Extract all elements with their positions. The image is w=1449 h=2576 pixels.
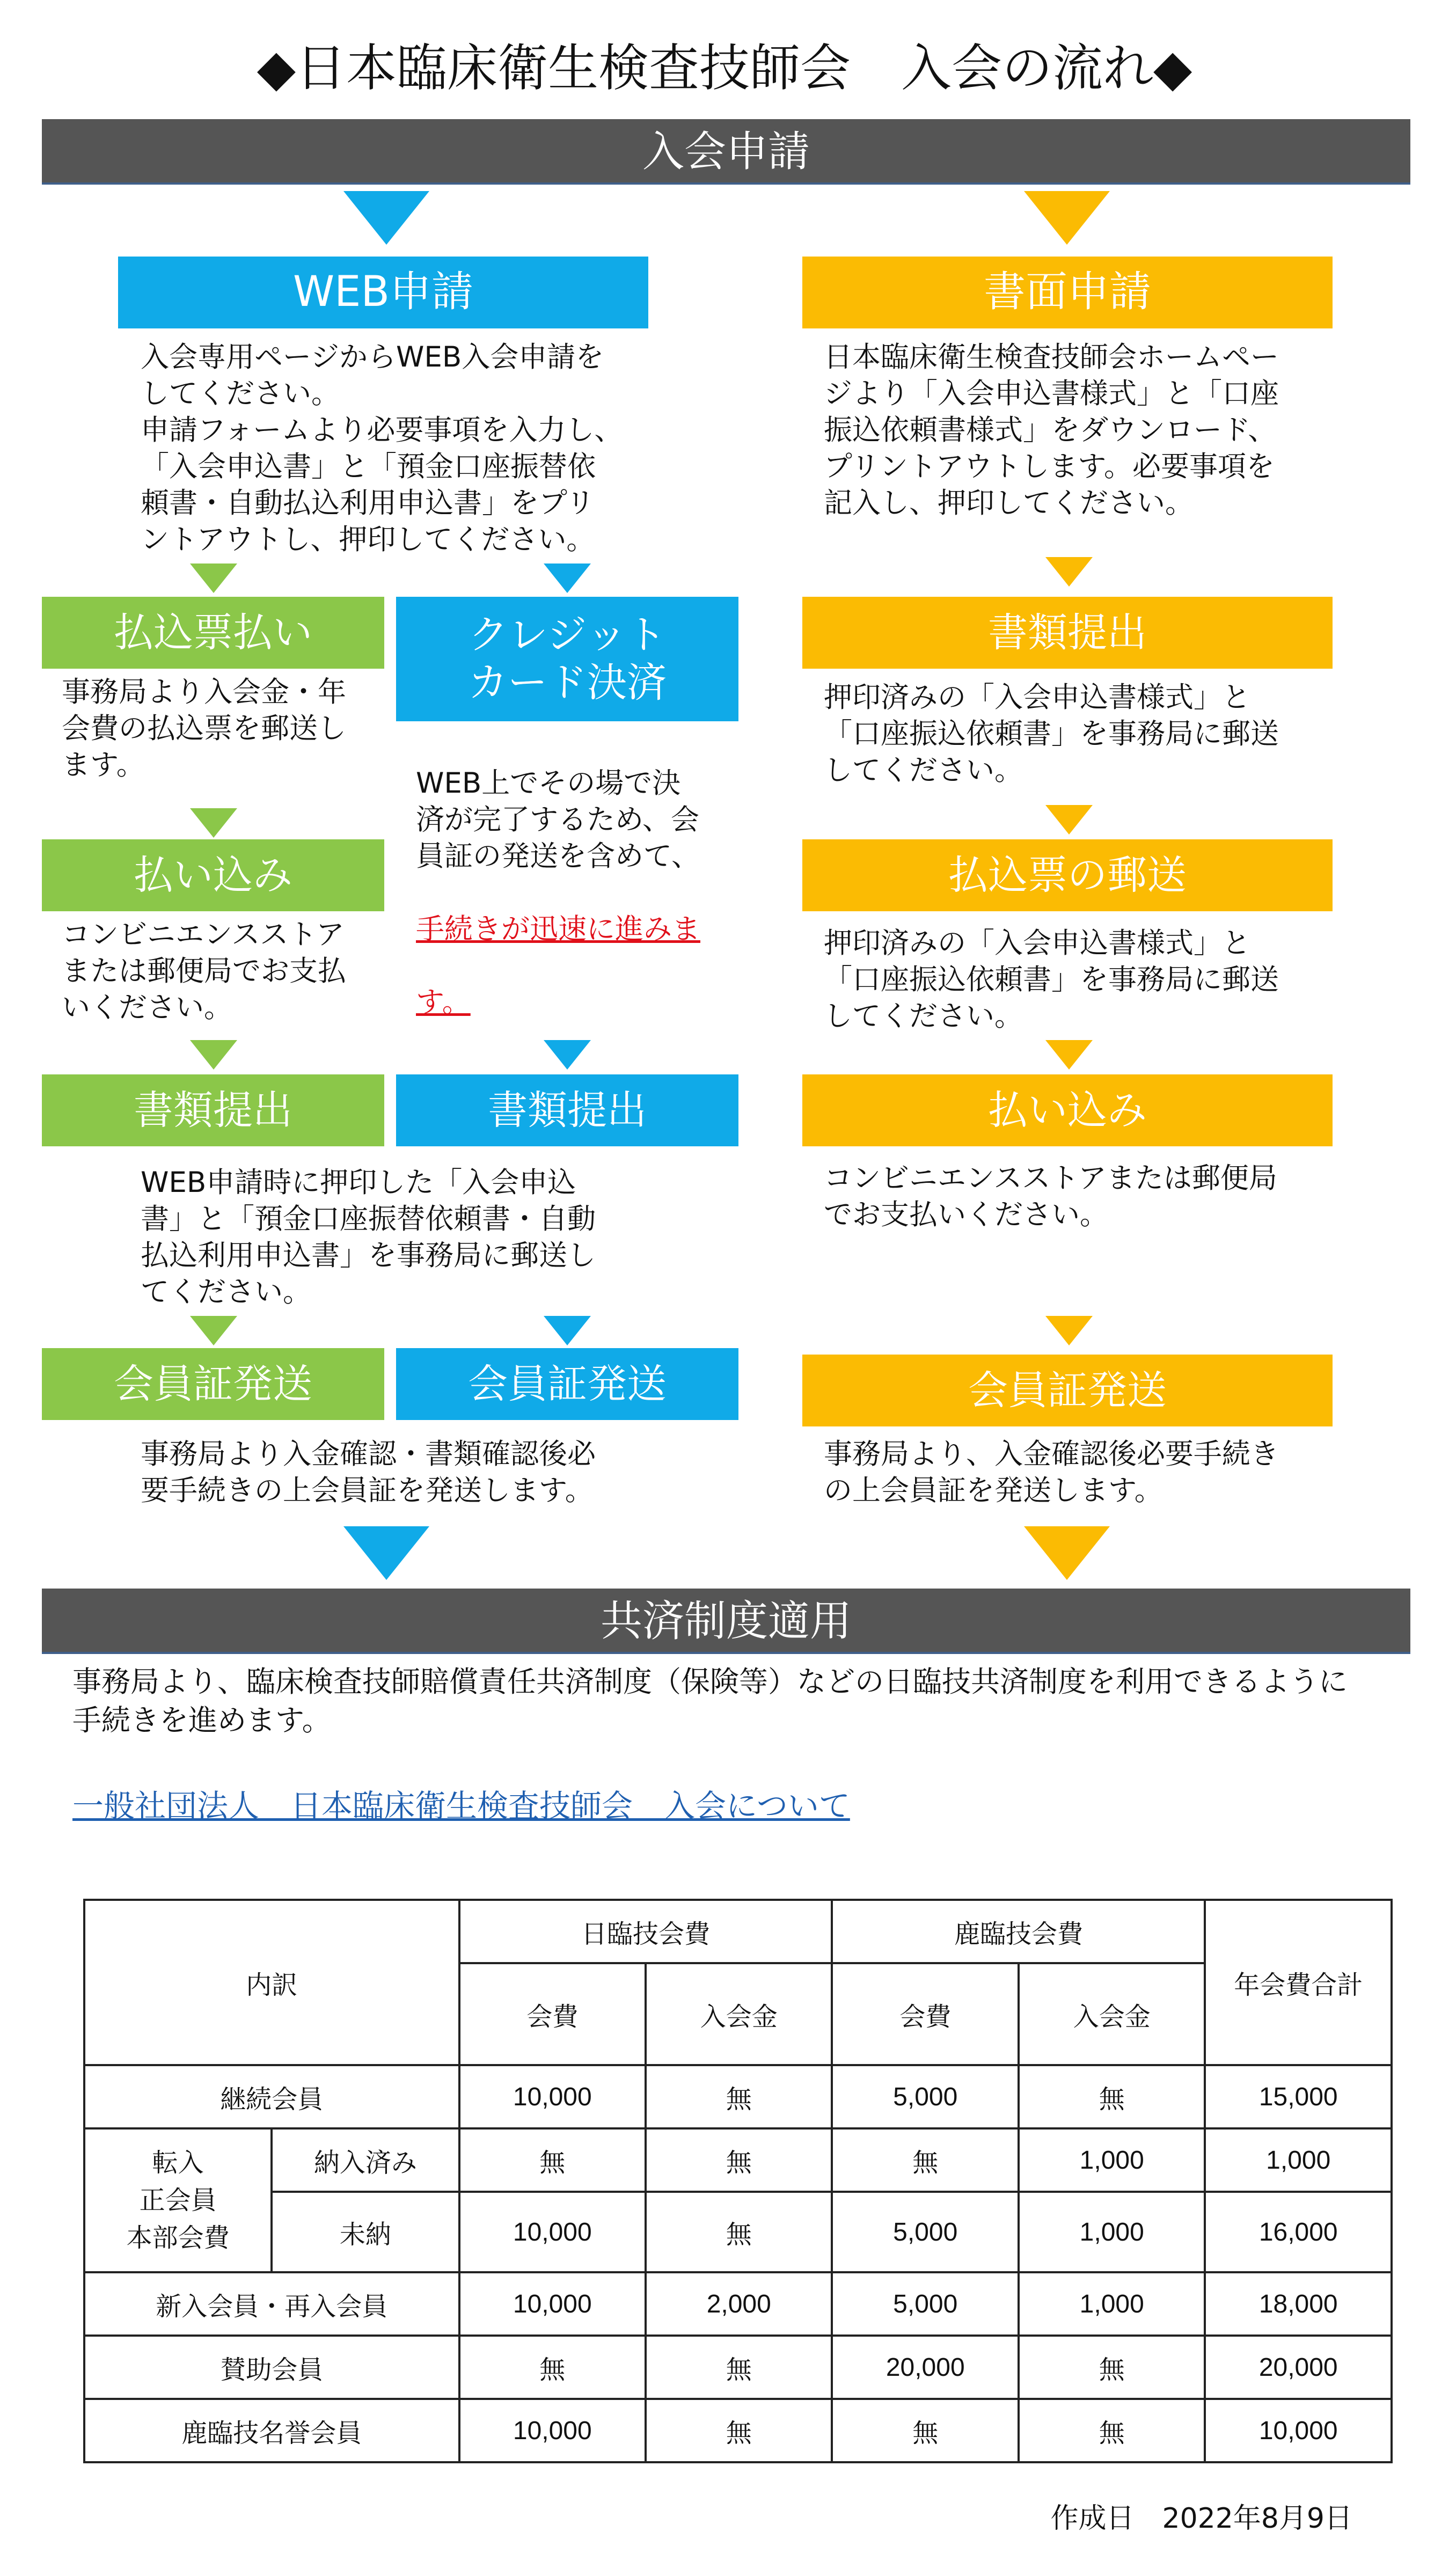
paper-pay-header: 払い込み bbox=[802, 1074, 1333, 1146]
section-bar-insurance: 共済制度適用 bbox=[42, 1589, 1410, 1654]
cell: 無 bbox=[1019, 2399, 1205, 2462]
section-bar-apply: 入会申請 bbox=[42, 119, 1410, 185]
cell: 1,000 bbox=[1205, 2128, 1392, 2192]
credit-card-header-line2: カード決済 bbox=[468, 660, 667, 706]
paper-application-desc: 日本臨床衛生検査技師会ホームペー ジより「入会申込書様式」と「口座 振込依頼書様式」をダウンロード、 プリントアウトします。必要事項を 記入し、押印してください。 bbox=[824, 341, 1279, 519]
cell: 無 bbox=[646, 2065, 832, 2128]
cell: 18,000 bbox=[1205, 2272, 1392, 2336]
web-docs-desc: WEB申請時に押印した「入会申込 書」と「預金口座振替依頼書・自動 払込利用申込書」を事務局に郵送し てください。 bbox=[141, 1166, 596, 1308]
slip-pay-header: 払い込み bbox=[42, 839, 384, 911]
cell: 10,000 bbox=[459, 2399, 646, 2462]
row-label: 新入会員・再入会員 bbox=[84, 2272, 459, 2336]
web-application-header: WEB申請 bbox=[118, 257, 648, 328]
slip-payment-header: 払込票払い bbox=[42, 597, 384, 669]
cell: 16,000 bbox=[1205, 2192, 1392, 2272]
arrow-down-icon bbox=[190, 1040, 237, 1070]
header-kagoshima-fee: 鹿臨技会費 bbox=[832, 1900, 1205, 1963]
table-row-new bbox=[84, 2272, 1392, 2336]
cell: 20,000 bbox=[1205, 2336, 1392, 2399]
cell: 1,000 bbox=[1019, 2272, 1205, 2336]
cell: 2,000 bbox=[646, 2272, 832, 2336]
web-slip-card-header: 会員証発送 bbox=[42, 1348, 384, 1420]
cell: 1,000 bbox=[1019, 2128, 1205, 2192]
created-date: 作成日 2022年8月9日 bbox=[1050, 2502, 1352, 2535]
row-label: 納入済み bbox=[272, 2128, 459, 2192]
row-label: 鹿臨技名誉会員 bbox=[84, 2399, 459, 2462]
slip-payment-desc: 事務局より入会金・年 会費の払込票を郵送し ます。 bbox=[62, 676, 346, 781]
table-row-support bbox=[84, 2336, 1392, 2399]
arrow-down-icon bbox=[544, 1040, 591, 1070]
credit-card-header bbox=[396, 597, 738, 721]
header-jamt-fee: 日臨技会費 bbox=[459, 1900, 832, 1963]
web-credit-card-header: 会員証発送 bbox=[396, 1348, 738, 1420]
arrow-down-icon bbox=[343, 191, 429, 245]
table-row-transfer-unpaid bbox=[84, 2192, 1392, 2272]
arrow-down-icon bbox=[1024, 1526, 1110, 1580]
cell: 無 bbox=[646, 2399, 832, 2462]
insurance-desc: 事務局より、臨床検査技師賠償責任共済制度（保険等）などの日臨技共済制度を利用できるように 手続きを進めます。 bbox=[72, 1665, 1348, 1737]
fee-table bbox=[83, 1899, 1393, 2463]
row-label: 賛助会員 bbox=[84, 2336, 459, 2399]
paper-docs-desc: 押印済みの「入会申込書様式」と 「口座振込依頼書」を事務局に郵送 してください。 bbox=[824, 681, 1279, 787]
cell: 無 bbox=[1019, 2065, 1205, 2128]
web-application-desc: 入会専用ページからWEB入会申請を してください。 申請フォームより必要事項を入力し、 「入会申込書」と「預金口座振替依 頼書・自動払込利用申込書」をプリ ントアウトし、押印してください。 bbox=[141, 341, 623, 556]
cell: 無 bbox=[646, 2192, 832, 2272]
header-breakdown: 内訳 bbox=[84, 1900, 459, 2065]
arrow-down-icon bbox=[1045, 1040, 1093, 1070]
transfer-label-2: 正会員 bbox=[139, 2185, 217, 2215]
arrow-down-icon bbox=[1024, 191, 1110, 245]
cell: 無 bbox=[832, 2128, 1019, 2192]
arrow-down-icon bbox=[1045, 805, 1093, 835]
arrow-down-icon bbox=[1045, 557, 1093, 587]
credit-card-header-line1: クレジット bbox=[468, 612, 667, 658]
paper-docs-header: 書類提出 bbox=[802, 597, 1333, 669]
subheader-fee: 会費 bbox=[459, 1963, 646, 2065]
subheader-entry-fee: 入会金 bbox=[1019, 1963, 1205, 2065]
paper-card-header: 会員証発送 bbox=[802, 1355, 1333, 1426]
paper-pay-desc: コンビニエンスストアまたは郵便局 でお支払いください。 bbox=[824, 1162, 1277, 1231]
cell: 5,000 bbox=[832, 2272, 1019, 2336]
arrow-down-icon bbox=[190, 564, 237, 593]
web-card-desc: 事務局より入金確認・書類確認後必 要手続きの上会員証を発送します。 bbox=[141, 1438, 596, 1507]
cell: 無 bbox=[459, 2128, 646, 2192]
arrow-down-icon bbox=[1045, 1316, 1093, 1345]
paper-card-desc: 事務局より、入金確認後必要手続き の上会員証を発送します。 bbox=[824, 1438, 1279, 1507]
paper-slip-mail-header: 払込票の郵送 bbox=[802, 839, 1333, 911]
subheader-fee: 会費 bbox=[832, 1963, 1019, 2065]
transfer-label-1: 転入 bbox=[152, 2148, 204, 2178]
arrow-down-icon bbox=[544, 564, 591, 593]
arrow-down-icon bbox=[544, 1316, 591, 1345]
arrow-down-icon bbox=[190, 808, 237, 838]
cell: 5,000 bbox=[832, 2065, 1019, 2128]
subheader-entry-fee: 入会金 bbox=[646, 1963, 832, 2065]
web-credit-docs-header: 書類提出 bbox=[396, 1074, 738, 1146]
cell: 10,000 bbox=[459, 2192, 646, 2272]
table-row-honorary bbox=[84, 2399, 1392, 2462]
table-row-continuing bbox=[84, 2065, 1392, 2128]
arrow-down-icon bbox=[190, 1316, 237, 1345]
cell: 10,000 bbox=[459, 2272, 646, 2336]
credit-card-desc-text: WEB上でその場で決 済が完了するため、会 員証の発送を含めて、 bbox=[416, 767, 700, 873]
row-label: 未納 bbox=[272, 2192, 459, 2272]
cell: 無 bbox=[1019, 2336, 1205, 2399]
credit-card-fast-note: 手続きが迅速に進みま bbox=[416, 913, 700, 946]
header-annual-total: 年会費合計 bbox=[1205, 1900, 1392, 2065]
cell: 10,000 bbox=[459, 2065, 646, 2128]
transfer-label-3: 本部会費 bbox=[126, 2223, 230, 2253]
cell: 20,000 bbox=[832, 2336, 1019, 2399]
cell: 5,000 bbox=[832, 2192, 1019, 2272]
cell: 無 bbox=[459, 2336, 646, 2399]
credit-card-fast-note-end: す。 bbox=[416, 986, 471, 1019]
cell: 無 bbox=[646, 2336, 832, 2399]
cell: 10,000 bbox=[1205, 2399, 1392, 2462]
cell: 無 bbox=[832, 2399, 1019, 2462]
paper-slip-mail-desc: 押印済みの「入会申込書様式」と 「口座振込依頼書」を事務局に郵送 してください。 bbox=[824, 927, 1279, 1033]
slip-pay-desc: コンビニエンスストア または郵便局でお支払 いください。 bbox=[62, 918, 346, 1024]
web-slip-docs-header: 書類提出 bbox=[42, 1074, 384, 1146]
row-label: 継続会員 bbox=[84, 2065, 459, 2128]
table-row-transfer-paid bbox=[84, 2128, 1392, 2192]
cell: 15,000 bbox=[1205, 2065, 1392, 2128]
page-title: ◆日本臨床衛生検査技師会 入会の流れ◆ bbox=[257, 39, 1192, 98]
transfer-label bbox=[84, 2128, 272, 2272]
paper-application-header: 書面申請 bbox=[802, 257, 1333, 328]
credit-card-desc bbox=[416, 729, 738, 1021]
cell: 1,000 bbox=[1019, 2192, 1205, 2272]
cell: 無 bbox=[646, 2128, 832, 2192]
membership-info-link[interactable]: 一般社団法人 日本臨床衛生検査技師会 入会について bbox=[72, 1788, 850, 1824]
arrow-down-icon bbox=[343, 1526, 429, 1580]
